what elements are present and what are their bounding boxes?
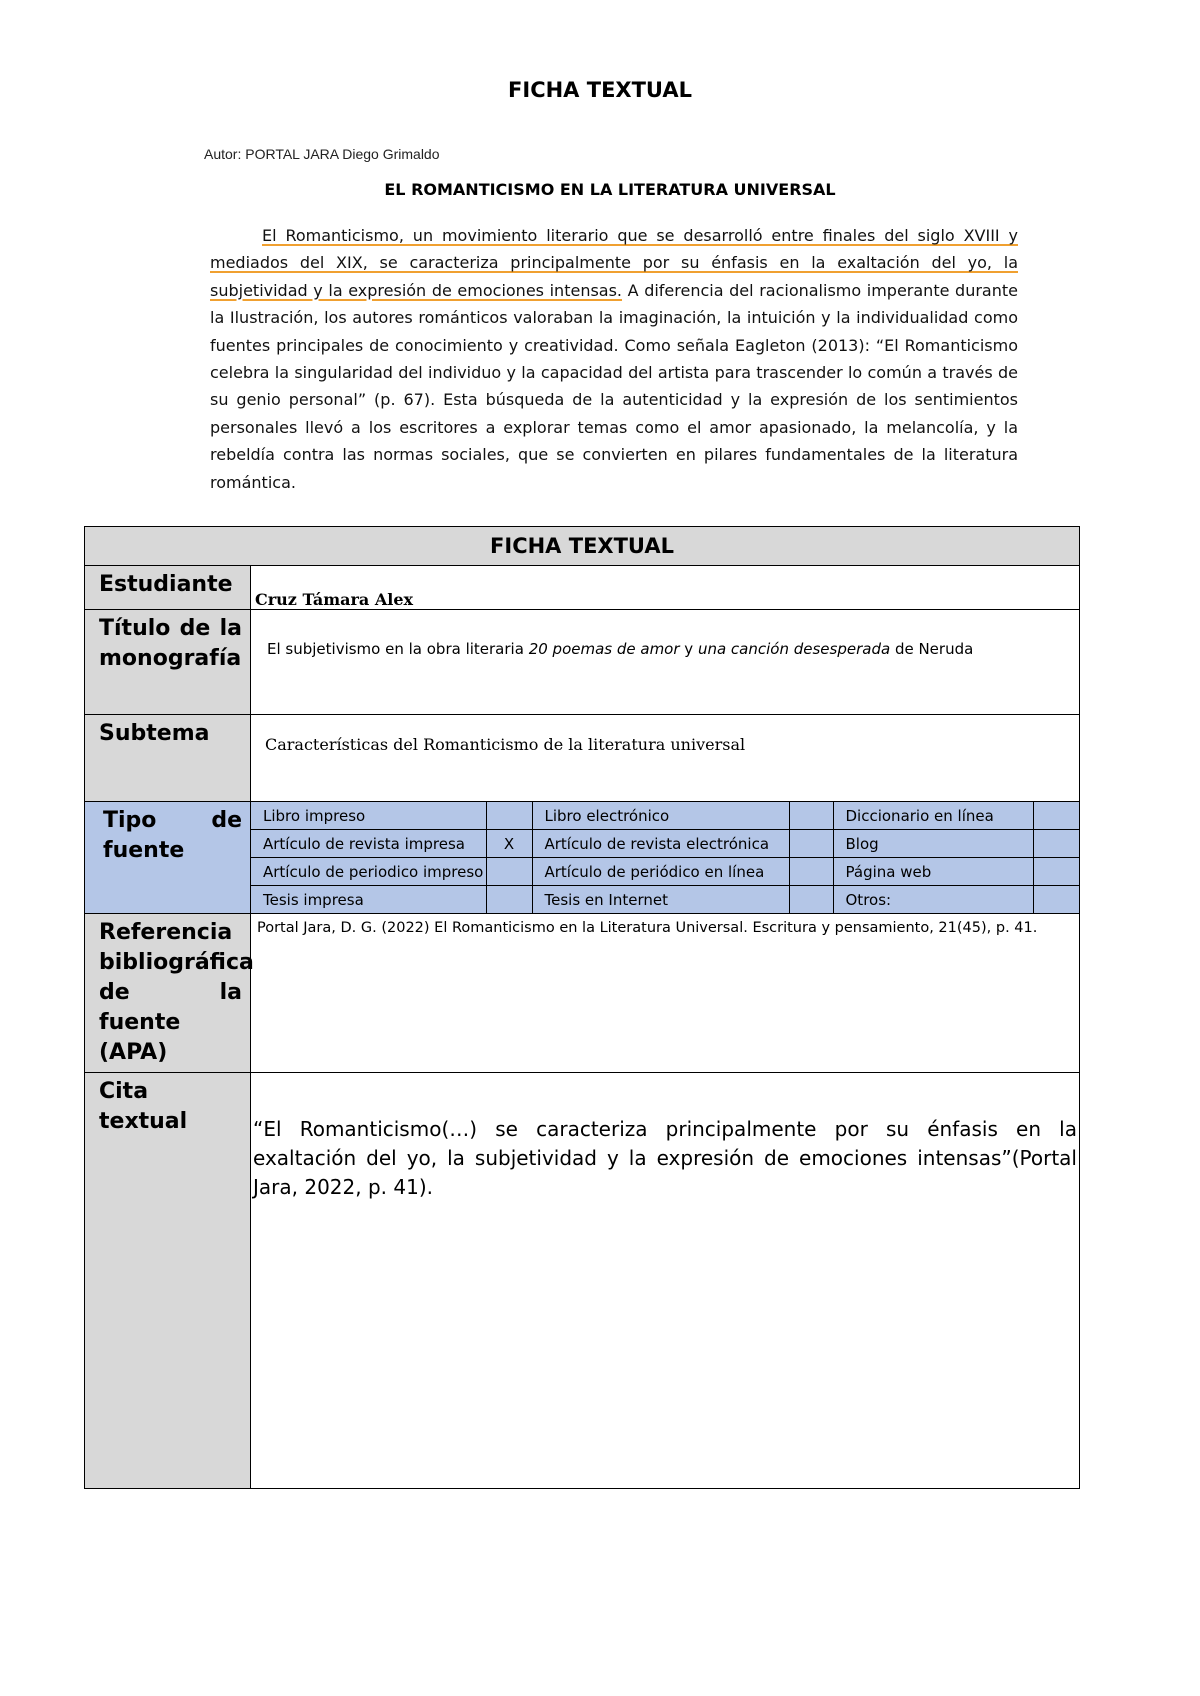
fuente-option-mark[interactable] [789, 886, 833, 914]
fuente-option-mark[interactable] [789, 858, 833, 886]
subtema-value[interactable]: Características del Romanticismo de la literatura universal [251, 715, 1080, 802]
fuente-option-label: Artículo de periódico en línea [532, 858, 789, 886]
cita-value[interactable]: “El Romanticismo(…) se caracteriza principalmente por su énfasis en la exaltación del yo, la subjetividad y la expresión de emociones intensas”(Portal Jara, 2022, p. 41). [251, 1073, 1080, 1489]
fuente-option-label: Página web [833, 858, 1033, 886]
fuente-option-label: Diccionario en línea [833, 802, 1033, 830]
fuente-row [251, 830, 1080, 858]
titulo-italic-1: 20 poemas de amor [528, 640, 680, 658]
label-cita: Cita textual [85, 1073, 251, 1489]
titulo-italic-2: una canción desesperada [697, 640, 891, 658]
fuente-option-label: Libro impreso [251, 802, 486, 830]
ficha-table [84, 526, 1080, 1489]
fuente-option-label: Artículo de periodico impreso [251, 858, 486, 886]
label-titulo: Título de la monografía [85, 610, 251, 715]
fuente-option-label: Artículo de revista electrónica [532, 830, 789, 858]
fuente-option-mark[interactable] [1033, 802, 1080, 830]
essay-rest: A diferencia del racionalismo imperante durante la Ilustración, los autores románticos valoraban la imaginación, la intuición y la individualidad como fuentes principales de conocimiento y creatividad. Como señala Eagleton (2013): “El Romanticismo celebra la singularidad del individuo y la capacidad del artista para trascender lo común a través de su genio personal” (p. 67). Esta búsqueda de la autenticidad y la expresión de los sentimientos personales llevó a los escritores a explorar temas como el amor apasionado, la melancolía, y la rebeldía contra las normas sociales, que se convierten en pilares fundamentales de la literatura romántica. [210, 280, 1018, 492]
essay-title: EL ROMANTICISMO EN LA LITERATURA UNIVERSAL [384, 180, 836, 199]
fuente-option-mark[interactable] [1033, 830, 1080, 858]
label-tipo-fuente: Tipo de fuente [85, 802, 251, 914]
fuente-option-mark[interactable] [486, 886, 532, 914]
referencia-value[interactable]: Portal Jara, D. G. (2022) El Romanticismo en la Literatura Universal. Escritura y pensamiento, 21(45), p. 41. [251, 914, 1080, 1073]
label-referencia: Referencia bibliográfica de la fuente (APA) [85, 914, 251, 1073]
estudiante-value[interactable]: Cruz Támara Alex [251, 566, 1080, 610]
fuente-option-mark[interactable]: X [486, 830, 532, 858]
fuente-option-label: Otros: [833, 886, 1033, 914]
author-line: Autor: PORTAL JARA Diego Grimaldo [204, 146, 440, 162]
label-estudiante: Estudiante [85, 566, 251, 610]
essay-paragraph [210, 222, 1018, 496]
page-title: FICHA TEXTUAL [508, 78, 692, 102]
underlined-sentence: El Romanticismo, un movimiento literario que se desarrolló entre finales del siglo XVIII y mediados del XIX, se caracteriza principalmente por su énfasis en la exaltación del yo, la subjetividad y la expresión de emociones intensas. [210, 226, 1018, 300]
titulo-middle: y [679, 640, 698, 658]
fuente-option-mark[interactable] [486, 858, 532, 886]
fuente-option-mark[interactable] [1033, 858, 1080, 886]
tipo-fuente-grid [251, 802, 1080, 914]
titulo-value[interactable] [251, 610, 1080, 715]
fuente-option-label: Tesis en Internet [532, 886, 789, 914]
label-subtema: Subtema [85, 715, 251, 802]
fuente-row [251, 802, 1080, 830]
ficha-heading: FICHA TEXTUAL [85, 527, 1080, 566]
titulo-after: de Neruda [890, 640, 974, 658]
fuente-option-label: Tesis impresa [251, 886, 486, 914]
fuente-option-mark[interactable] [486, 802, 532, 830]
fuente-option-label: Artículo de revista impresa [251, 830, 486, 858]
fuente-option-mark[interactable] [1033, 886, 1080, 914]
fuente-option-label: Libro electrónico [532, 802, 789, 830]
fuentes-table [251, 802, 1080, 913]
fuente-row [251, 858, 1080, 886]
fuente-option-label: Blog [833, 830, 1033, 858]
fuente-option-mark[interactable] [789, 802, 833, 830]
fuente-option-mark[interactable] [789, 830, 833, 858]
titulo-before: El subjetivismo en la obra literaria [267, 640, 529, 658]
fuente-row [251, 886, 1080, 914]
